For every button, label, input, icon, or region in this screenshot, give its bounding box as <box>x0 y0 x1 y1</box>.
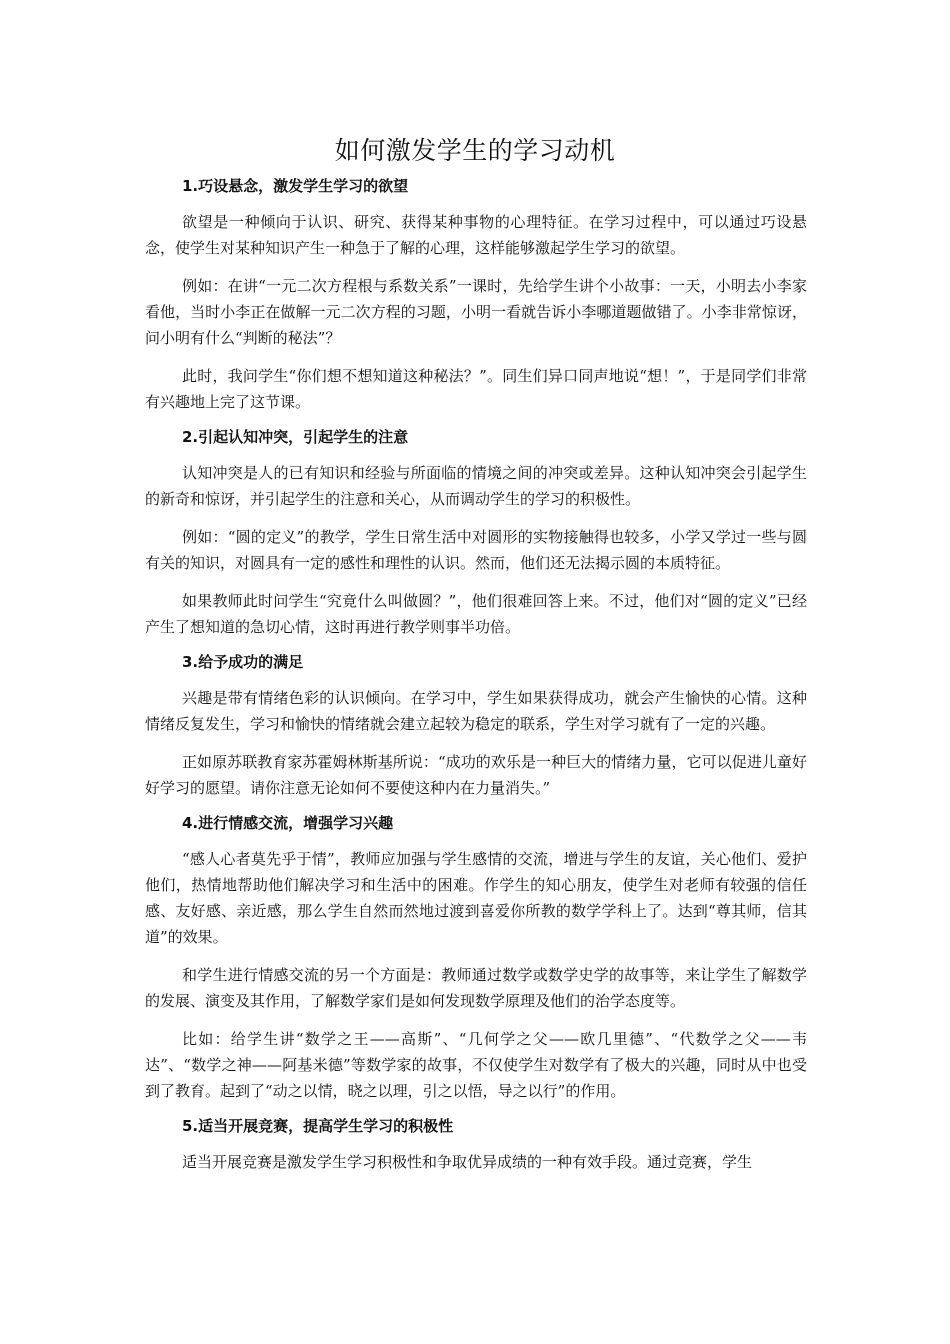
paragraph: 正如原苏联教育家苏霍姆林斯基所说：“成功的欢乐是一种巨大的情绪力量，它可以促进儿童好好学习的愿望。请你注意无论如何不要使这种内在力量消失。” <box>145 753 807 797</box>
section-3 <box>145 652 807 801</box>
section-1 <box>145 176 807 415</box>
section-2 <box>145 427 807 640</box>
section-4 <box>145 813 807 1104</box>
paragraph: 如果教师此时问学生“究竟什么叫做圆？”，他们很难回答上来。不过，他们对“圆的定义”已经产生了想知道的急切心情，这时再进行教学则事半功倍。 <box>145 592 807 636</box>
paragraph: 比如：给学生讲“数学之王——高斯”、“几何学之父——欧几里德”、“代数学之父——韦达”、“数学之神——阿基米德”等数学家的故事，不仅使学生对数学有了极大的兴趣，同时从中也受到了教育。起到了“动之以情，晓之以理，引之以悟，导之以行”的作用。 <box>145 1030 807 1100</box>
section-heading: 1.巧设悬念，激发学生学习的欲望 <box>182 177 409 195</box>
document-body <box>145 176 807 1187</box>
paragraph: 欲望是一种倾向于认识、研究、获得某种事物的心理特征。在学习过程中，可以通过巧设悬念，使学生对某种知识产生一种急于了解的心理，这样能够激起学生学习的欲望。 <box>145 213 807 257</box>
section-heading: 4.进行情感交流，增强学习兴趣 <box>182 814 394 832</box>
page-title: 如何激发学生的学习动机 <box>334 136 616 165</box>
paragraph: 兴趣是带有情绪色彩的认识倾向。在学习中，学生如果获得成功，就会产生愉快的心情。这种情绪反复发生，学习和愉快的情绪就会建立起较为稳定的联系，学生对学习就有了一定的兴趣。 <box>145 689 807 733</box>
paragraph: 此时，我问学生“你们想不想知道这种秘法？”。同生们异口同声地说“想！”，于是同学们非常有兴趣地上完了这节课。 <box>145 367 807 411</box>
paragraph: 例如：在讲“一元二次方程根与系数关系”一课时，先给学生讲个小故事：一天，小明去小李家看他，当时小李正在做解一元二次方程的习题，小明一看就告诉小李哪道题做错了。小李非常惊讶，问小明有什么“判断的秘法”？ <box>145 277 807 347</box>
paragraph: “感人心者莫先乎于情”，教师应加强与学生感情的交流，增进与学生的友谊，关心他们、爱护他们，热情地帮助他们解决学习和生活中的困难。作学生的知心朋友，使学生对老师有较强的信任感、友好感、亲近感，那么学生自然而然地过渡到喜爱你所教的数学学科上了。达到“尊其师，信其道”的效果。 <box>145 850 807 946</box>
section-heading: 3.给予成功的满足 <box>182 653 304 671</box>
section-heading: 5.适当开展竞赛，提高学生学习的积极性 <box>182 1117 454 1135</box>
paragraph: 认知冲突是人的已有知识和经验与所面临的情境之间的冲突或差异。这种认知冲突会引起学生的新奇和惊讶，并引起学生的注意和关心，从而调动学生的学习的积极性。 <box>145 464 807 508</box>
section-5 <box>145 1116 807 1175</box>
paragraph: 例如：“圆的定义”的教学，学生日常生活中对圆形的实物接触得也较多，小学又学过一些与圆有关的知识，对圆具有一定的感性和理性的认识。然而，他们还无法揭示圆的本质特征。 <box>145 528 807 572</box>
paragraph: 适当开展竞赛是激发学生学习积极性和争取优异成绩的一种有效手段。通过竞赛，学生 <box>182 1153 753 1171</box>
paragraph: 和学生进行情感交流的另一个方面是：教师通过数学或数学史学的故事等，来让学生了解数学的发展、演变及其作用，了解数学家们是如何发现数学原理及他们的治学态度等。 <box>145 966 807 1010</box>
section-heading: 2.引起认知冲突，引起学生的注意 <box>182 428 409 446</box>
